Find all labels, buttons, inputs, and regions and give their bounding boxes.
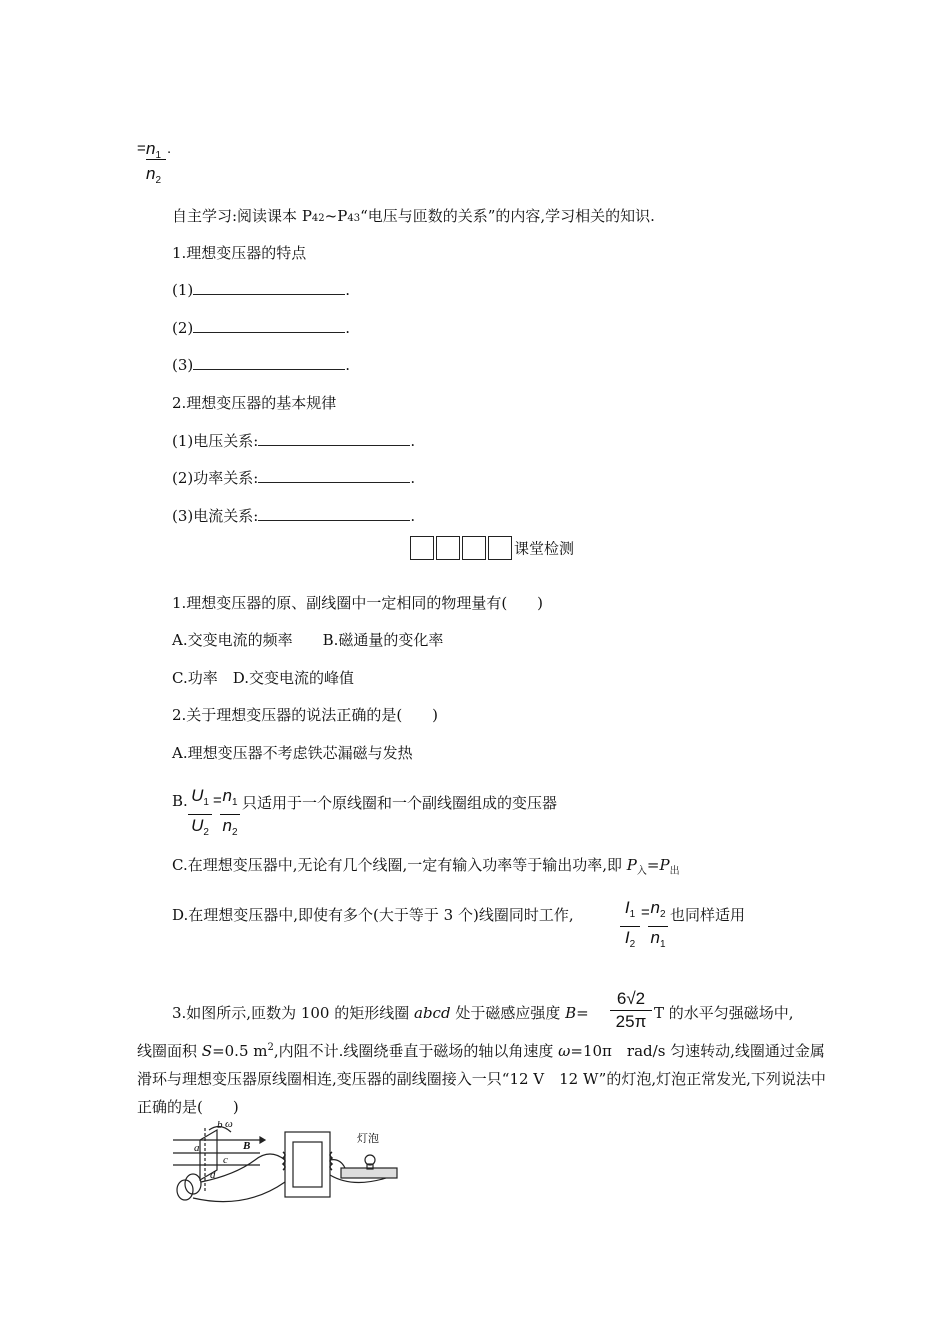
section2-title: 2.理想变压器的基本规律 <box>172 394 337 412</box>
q2-option-b-prefix: B. <box>172 792 188 810</box>
q2-b-eq: = <box>213 792 222 809</box>
q2-d-fraction-n: $n_2$ $n_1$ <box>648 897 668 956</box>
answer-blank[interactable] <box>193 318 345 333</box>
heading-box <box>462 536 486 560</box>
answer-blank[interactable] <box>193 355 345 370</box>
q2-option-a: A.理想变压器不考虑铁芯漏磁与发热 <box>172 744 413 762</box>
q2-d-eq: = <box>641 904 650 921</box>
label-d: d <box>210 1169 216 1181</box>
answer-blank[interactable] <box>258 468 410 483</box>
label-bulb: 灯泡 <box>357 1132 379 1145</box>
top-fraction-den: $n_2$ <box>146 164 162 186</box>
section2-item-2: (2)功率关系: . <box>172 469 416 487</box>
q2-d-fraction-i: $I_1$ $I_2$ <box>620 897 640 956</box>
q2-option-d-suffix: 也同样适用 <box>670 906 746 924</box>
heading-box <box>410 536 434 560</box>
q2-option-d-text: D.在理想变压器中,即使有多个(大于等于 3 个)线圈同时工作, <box>172 906 574 924</box>
section1-item-1: (1) . <box>172 281 351 299</box>
top-fraction-suffix: . <box>167 140 172 157</box>
self-study-line: 自主学习:阅读课本 P42~P43“电压与匝数的关系”的内容,学习相关的知识. <box>172 207 655 225</box>
q2-option-c: C.在理想变压器中,无论有几个线圈,一定有输入功率等于输出功率,即 $P_入=P_出$ <box>172 856 680 877</box>
heading-box <box>488 536 512 560</box>
heading-box <box>436 536 460 560</box>
top-fraction-num: $n_1$ <box>146 139 162 161</box>
answer-blank[interactable] <box>193 280 345 295</box>
answer-blank[interactable] <box>258 431 410 446</box>
top-fraction-bar <box>146 159 166 160</box>
label-c: c <box>223 1154 228 1166</box>
q2-b-fraction-u: $U_1$ $U_2$ <box>188 785 212 844</box>
q1-options-ab: A.交变电流的频率 B.磁通量的变化率 <box>172 631 444 649</box>
q2-b-fraction-n: $n_1$ $n_2$ <box>220 785 240 844</box>
generator-transformer-figure <box>165 1120 425 1210</box>
q3-body: 线圈面积 S=0.5 $m^2$,内阻不计.线圈绕垂直于磁场的轴以角速度 ω=10π rad/s 匀速转动,线圈通过金属滑环与理想变压器原线圈相连,变压器的副线圈接入一只“12 V 12 W”的灯泡,灯泡正常发光,下列说法中正确的是( ) <box>137 1042 826 1116</box>
q2-option-b-text: 只适用于一个原线圈和一个副线圈组成的变压器 <box>242 794 558 812</box>
section1-title: 1.理想变压器的特点 <box>172 244 307 262</box>
top-fraction-prefix: = <box>137 140 146 157</box>
q1-options-cd: C.功率 D.交变电流的峰值 <box>172 669 354 687</box>
answer-blank[interactable] <box>258 506 410 521</box>
section2-item-1: (1)电压关系: . <box>172 432 416 450</box>
q3-b-fraction: 6√2 25π <box>610 988 652 1033</box>
label-a: a <box>194 1142 200 1154</box>
label-omega: ω <box>225 1120 233 1130</box>
classroom-check-title: 课堂检测 <box>514 539 575 558</box>
q2-stem: 2.关于理想变压器的说法正确的是( ) <box>172 706 439 724</box>
classroom-check-heading <box>410 536 574 560</box>
section1-item-2: (2) . <box>172 319 351 337</box>
section2-item-3: (3)电流关系: . <box>172 507 416 525</box>
section1-item-3: (3) . <box>172 356 351 374</box>
label-b: b <box>217 1120 223 1131</box>
q3-line1: 3.如图所示,匝数为 100 的矩形线圈 abcd 处于磁感应强度 B= <box>172 1004 589 1022</box>
q1-stem: 1.理想变压器的原、副线圈中一定相同的物理量有( ) <box>172 594 544 612</box>
label-B: B <box>243 1140 251 1152</box>
q3-line1-end: T 的水平匀强磁场中, <box>654 1004 794 1022</box>
